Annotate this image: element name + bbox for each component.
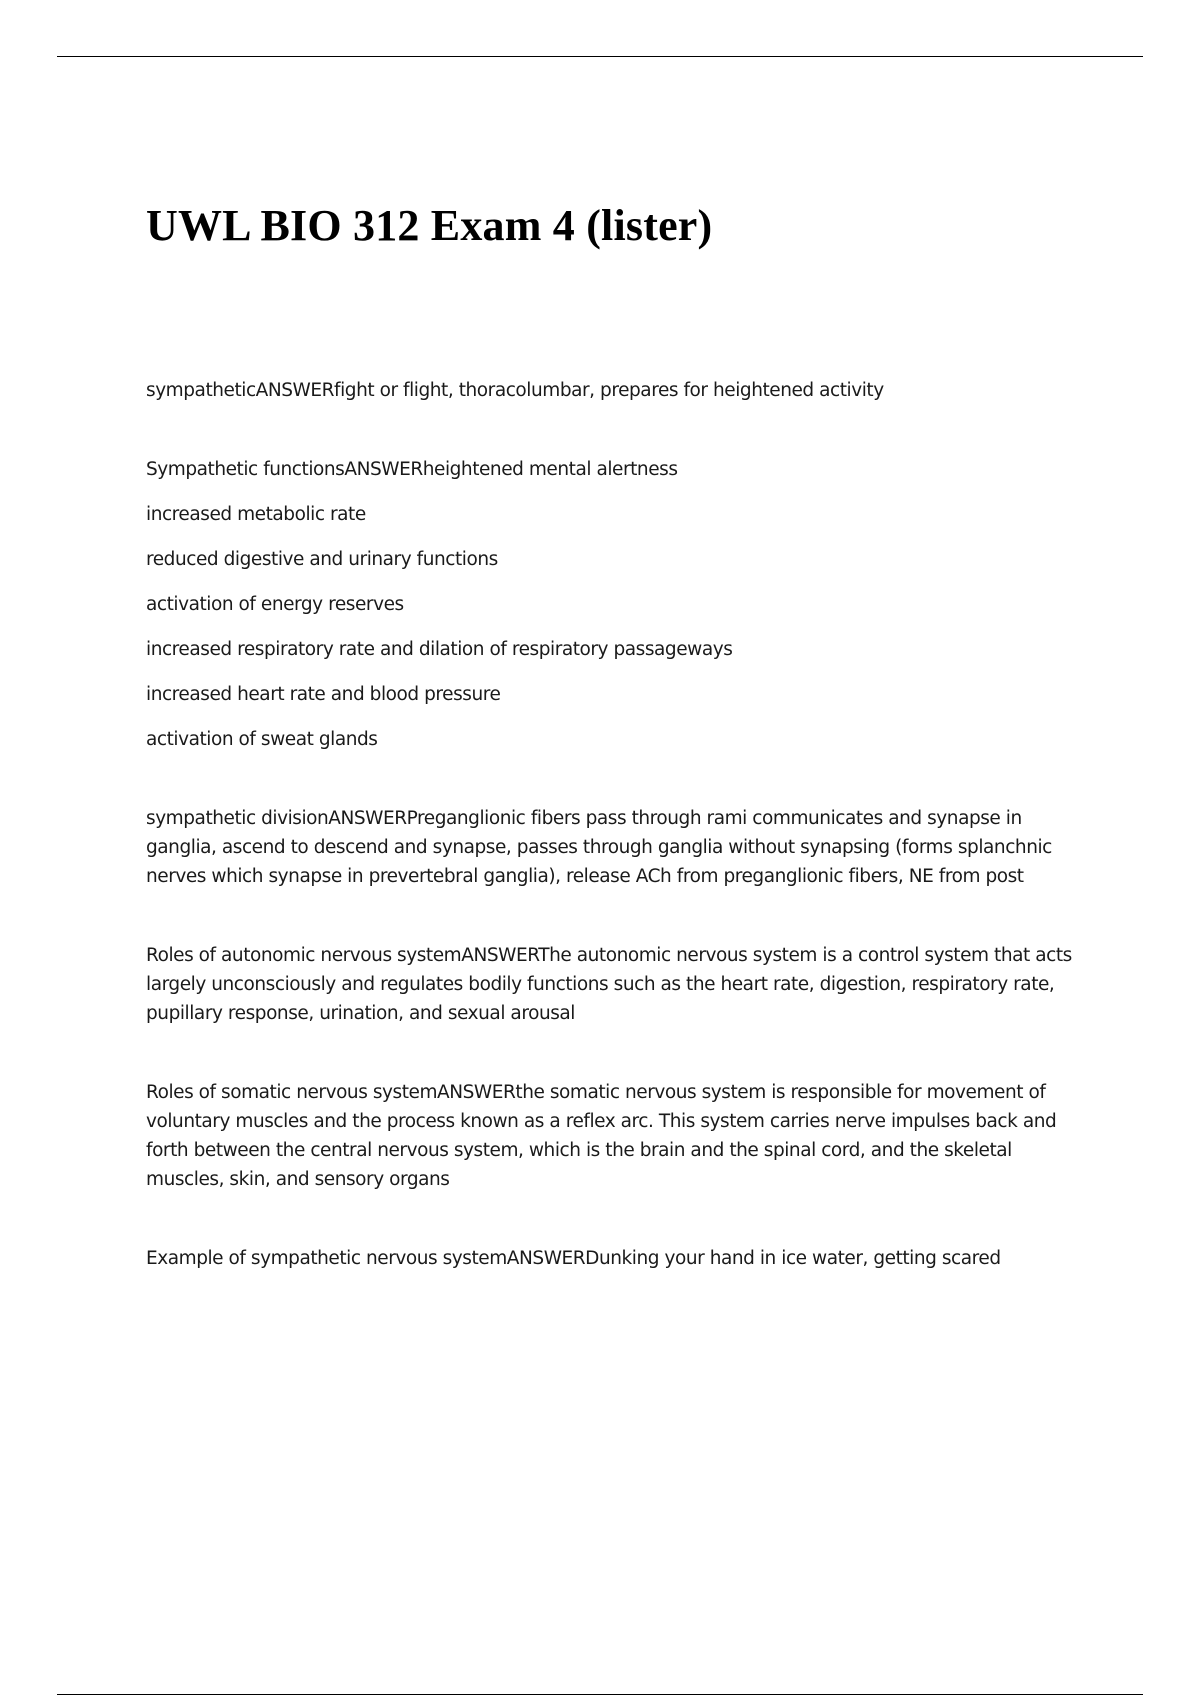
flashcard-entry-sympathetic-division: [146, 804, 1086, 891]
flashcard-entry-sympathetic-example: [146, 1244, 1086, 1273]
entry-text: Sympathetic functionsANSWERheightened mental alertness: [146, 459, 678, 480]
flashcard-entry-somatic-roles: [146, 1078, 1086, 1194]
entry-list-line: activation of energy reserves: [146, 594, 404, 615]
top-rule: [57, 56, 1143, 57]
page-title: UWL BIO 312 Exam 4 (lister): [146, 201, 713, 250]
entry-text: Example of sympathetic nervous systemANSWERDunking your hand in ice water, getting scared: [146, 1248, 1001, 1269]
entry-list-line: activation of sweat glands: [146, 729, 378, 750]
flashcard-list: [146, 376, 1086, 1323]
entry-text: Roles of autonomic nervous systemANSWERThe autonomic nervous system is a control system that acts largely unconsciously and regulates bodily functions such as the heart rate, digestion, respiratory rate, pupillary response, urination, and sexual arousal: [146, 945, 1072, 1024]
entry-list-line: increased heart rate and blood pressure: [146, 684, 501, 705]
entry-text: sympathetic divisionANSWERPreganglionic fibers pass through rami communicates and synapse in ganglia, ascend to descend and synapse, passes through ganglia without synapsing (forms splanchnic nerves which synapse in prevertebral ganglia), release ACh from preganglionic fibers, NE from post: [146, 808, 1052, 887]
entry-list-line: increased respiratory rate and dilation of respiratory passageways: [146, 639, 733, 660]
entry-list-line: increased metabolic rate: [146, 504, 366, 525]
entry-text: Roles of somatic nervous systemANSWERthe somatic nervous system is responsible for movement of voluntary muscles and the process known as a reflex arc. This system carries nerve impulses back and forth between the central nervous system, which is the brain and the spinal cord, and the skeletal muscles, skin, and sensory organs: [146, 1082, 1057, 1190]
bottom-rule: [57, 1694, 1143, 1695]
flashcard-entry-autonomic-roles: [146, 941, 1086, 1028]
entry-list-line: reduced digestive and urinary functions: [146, 549, 498, 570]
flashcard-entry-sympathetic-functions: [146, 455, 1086, 754]
entry-text: sympatheticANSWERfight or flight, thoracolumbar, prepares for heightened activity: [146, 380, 884, 401]
flashcard-entry-sympathetic: [146, 376, 1086, 405]
